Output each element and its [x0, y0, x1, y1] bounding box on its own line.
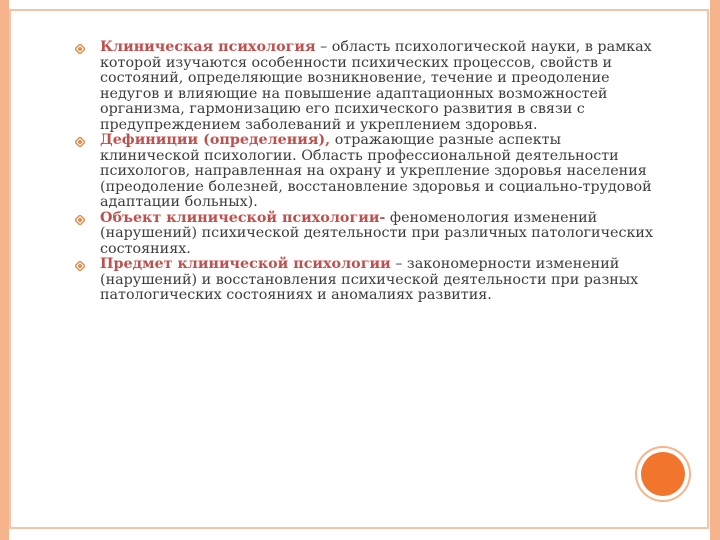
list-item: [75, 257, 660, 304]
diamond-bullet-icon: [75, 215, 85, 225]
definition-text: – область психологической науки, в рамках которой изучаются особенности психических процессов, свойств и состояний, определяющие возникновение, течение и преодоление недугов и влияющие на повышение адаптационных возможностей организма, гармонизацию его психического развития в связи с предупреждением заболеваний и укреплением здоровья.: [100, 39, 652, 133]
right-decor-bar: [710, 0, 720, 540]
bullet-list: [75, 40, 660, 304]
list-item: [75, 133, 660, 211]
orange-circle-decor: [641, 452, 685, 496]
diamond-bullet-icon: [75, 261, 85, 271]
term-subject: Предмет клинической психологии: [100, 256, 391, 272]
list-item: [75, 211, 660, 258]
term-object: Объект клинической психологии-: [100, 209, 386, 226]
slide-content: [75, 40, 660, 304]
left-decor-bar: [0, 0, 9, 540]
term-definitions: Дефиниции (определения),: [100, 132, 331, 148]
definition-text: – закономерности изменений (нарушений) и восстановления психической деятельности при разных патологических состояниях и аномалиях развития.: [100, 256, 639, 303]
diamond-bullet-icon: [75, 44, 85, 54]
definition-text: отражающие разные аспекты клинической психологии. Область профессиональной деятельности психологов, направленная на охрану и укрепление здоровья населения (преодоление болезней, восстановление здоровья и социально-трудовой адаптации больных).: [100, 132, 652, 210]
diamond-bullet-icon: [75, 137, 85, 147]
list-item: [75, 40, 660, 133]
definition-text: феноменология изменений (нарушений) психической деятельности при различных патологических состояниях.: [100, 209, 654, 257]
term-clinical-psychology: Клиническая психология: [100, 39, 316, 55]
